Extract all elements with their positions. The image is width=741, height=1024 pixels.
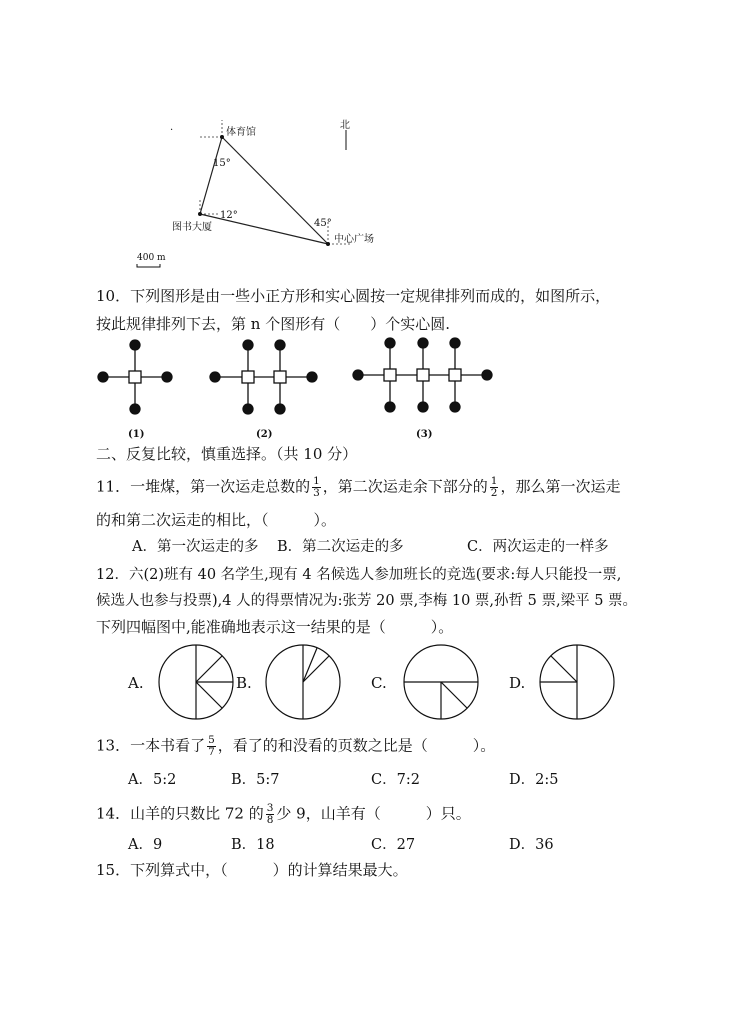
q13-option-c: C．7:2 [371, 772, 420, 788]
gym-point [220, 135, 224, 139]
pattern-figures [90, 330, 510, 445]
pie-c [404, 645, 478, 719]
q14-fraction: $\frac{3}{8}$ [266, 802, 274, 826]
square-label: 中心广场 [334, 234, 374, 245]
q11-line2: 的和第二次运走的相比，（ ）。 [96, 511, 337, 529]
q10-line2: 按此规律排列下去，第 n 个图形有（ ）个实心圆. [96, 315, 450, 333]
angle-45-label: 45° [314, 218, 332, 229]
q11-text-b: ，第二次运走余下部分的 [322, 477, 488, 496]
pie-b [266, 645, 340, 719]
q13-option-a: A．5:2 [128, 772, 177, 788]
q13-text-a: 13．一本书看了 [96, 736, 206, 755]
square-point [326, 242, 330, 246]
q12-pie-charts [150, 640, 620, 725]
q11-option-b: B．第二次运走的多 [277, 539, 404, 555]
library-point [198, 212, 202, 216]
library-label: 图书大厦 [172, 222, 212, 233]
q11-fraction-1: $\frac{1}{3}$ [313, 475, 320, 499]
figure-3-label: (3) [416, 429, 433, 440]
q14-line1 [96, 803, 471, 826]
q14-option-a: A．9 [128, 837, 163, 853]
angle-12-label: 12° [220, 210, 238, 221]
pattern-figure-1 [98, 340, 172, 414]
q11-line1 [96, 476, 621, 499]
q11-fraction-2: $\frac{1}{2}$ [490, 475, 498, 499]
figure-1-label: (1) [128, 429, 145, 440]
north-label: 北 [340, 120, 350, 131]
pie-a [159, 645, 233, 719]
q13-fraction: $\frac{5}{7}$ [208, 734, 215, 758]
q12-option-c: C. [371, 674, 387, 692]
figure-2-label: (2) [256, 429, 273, 440]
q11-text-a: 11．一堆煤，第一次运走总数的 [96, 477, 311, 496]
q11-option-c: C．两次运走的一样多 [467, 539, 609, 555]
direction-map [120, 110, 400, 270]
q14-option-c: C．27 [371, 837, 416, 853]
q11-option-a: A．第一次运走的多 [132, 539, 259, 555]
q12-line2: 候选人也参与投票),4 人的得票情况为:张芳 20 票,李梅 10 票,孙哲 5 票,梁平 5 票。 [96, 593, 638, 609]
q12-line3: 下列四幅图中,能准确地表示这一结果的是（ ）。 [96, 618, 454, 636]
q13-option-b: B．5:7 [231, 772, 280, 788]
gym-label: 体育馆 [226, 127, 256, 138]
q11-text-c: ，那么第一次运走 [500, 477, 621, 496]
q10-line1: 10．下列图形是由一些小正方形和实心圆按一定规律排列而成的，如图所示， [96, 287, 611, 305]
q13-text-b: ，看了的和没看的页数之比是（ ）。 [217, 736, 496, 755]
q13-option-d: D．2:5 [509, 772, 559, 788]
scale-label: 400 m [137, 253, 166, 263]
q12-line1: 12．六(2)班有 40 名学生,现有 4 名候选人参加班长的竞选(要求:每人只能投一票, [96, 567, 622, 583]
pie-d [540, 645, 614, 719]
q13-line1 [96, 735, 495, 758]
angle-15-label: 15° [213, 158, 231, 169]
q14-option-d: D．36 [509, 837, 554, 853]
q14-option-b: B．18 [231, 837, 275, 853]
pattern-figure-2 [210, 340, 317, 414]
svg-text:.: . [170, 122, 174, 133]
section-2-header: 二、反复比较，慎重选择。（共 10 分） [96, 445, 358, 463]
q12-option-b: B. [236, 674, 252, 692]
pattern-figure-3 [353, 338, 492, 412]
q12-option-a: A. [128, 674, 144, 692]
q14-text-b: 少 9，山羊有（ ）只。 [276, 804, 471, 823]
q14-text-a: 14．山羊的只数比 72 的 [96, 804, 264, 823]
q15-line1: 15．下列算式中，（ ）的计算结果最大。 [96, 861, 408, 879]
q12-option-d: D. [509, 674, 526, 692]
